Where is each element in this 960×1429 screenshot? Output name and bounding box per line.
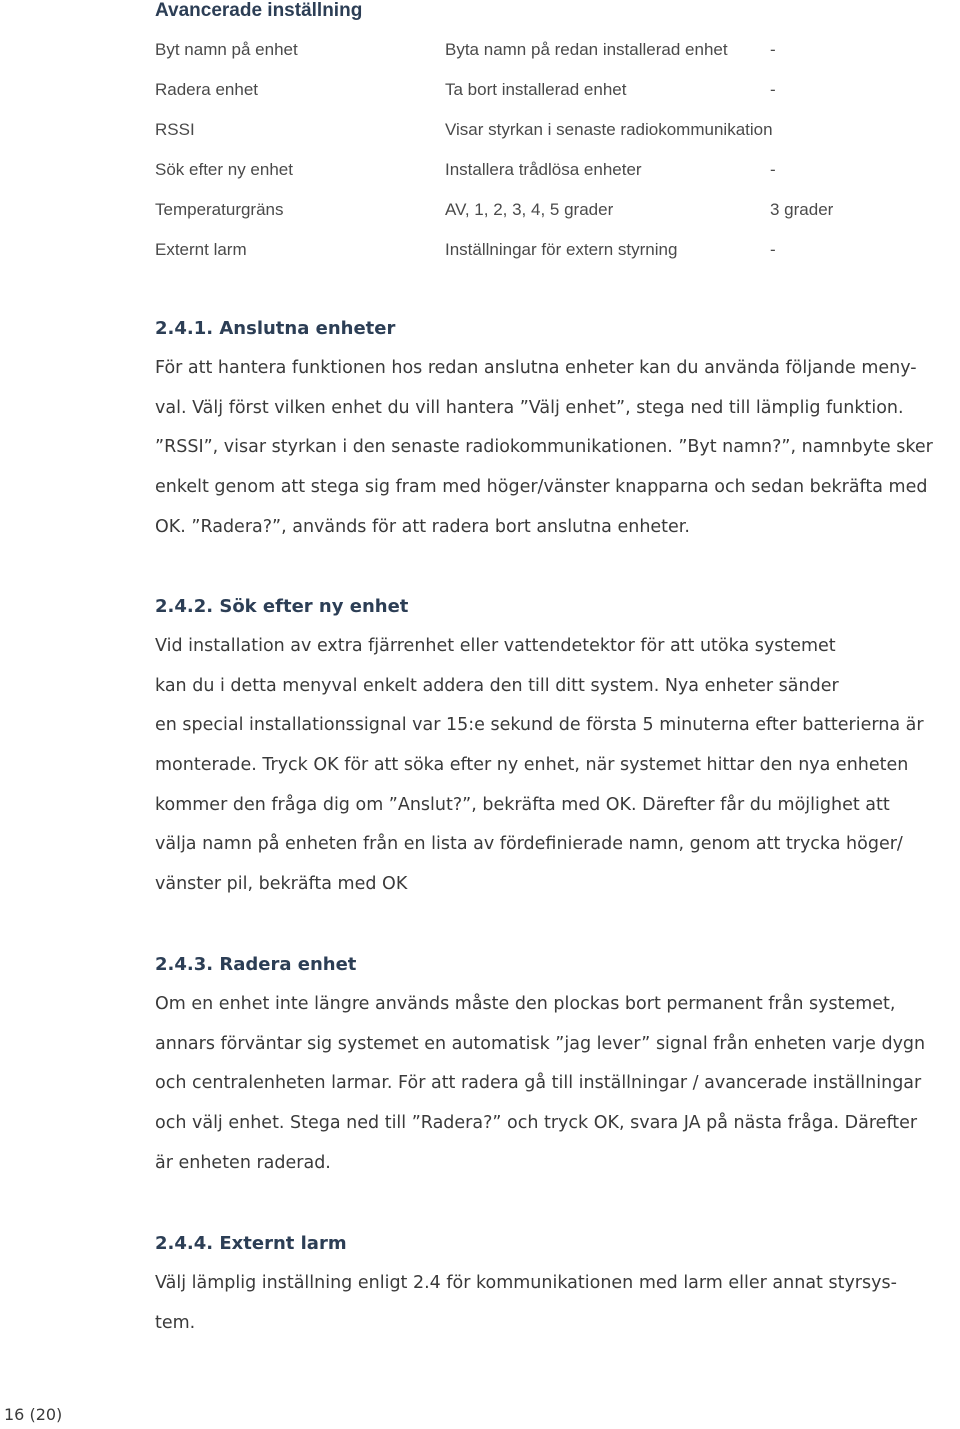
paragraph-line: monterade. Tryck OK för att söka efter ny enhet, när systemet hittar den nya enheten <box>155 755 909 776</box>
paragraph-line: annars förväntar sig systemet en automatisk ”jag lever” signal från enheten varje dygn <box>155 1033 926 1054</box>
section-anslutna-enheter <box>155 309 960 547</box>
section-heading: 2.4.2. Sök efter ny enhet <box>155 596 409 617</box>
setting-description: Ta bort installerad enhet <box>445 80 627 99</box>
page-number: 16 (20) <box>4 1405 63 1424</box>
paragraph-line: val. Välj först vilken enhet du vill hantera ”Välj enhet”, stega ned till lämplig funktion. <box>155 397 904 418</box>
setting-default: 3 grader <box>770 200 834 219</box>
paragraph-line: tem. <box>155 1312 196 1333</box>
table-row <box>155 38 875 78</box>
setting-default: - <box>770 80 776 99</box>
table-row <box>155 198 875 238</box>
paragraph-line: vänster pil, bekräfta med OK <box>155 874 408 895</box>
paragraph-line: ”RSSI”, visar styrkan i den senaste radiokommunikationen. ”Byt namn?”, namnbyte sker <box>155 437 933 458</box>
table-row <box>155 238 875 278</box>
setting-description: Inställningar för extern styrning <box>445 240 678 259</box>
setting-name: Radera enhet <box>155 80 259 99</box>
setting-default: - <box>770 40 776 59</box>
paragraph-line: och centralenheten larmar. För att radera gå till inställningar / avancerade inställningar <box>155 1073 922 1094</box>
paragraph-line: För att hantera funktionen hos redan anslutna enheter kan du använda följande meny- <box>155 358 917 378</box>
section-heading: 2.4.3. Radera enhet <box>155 954 357 975</box>
paragraph-line: kan du i detta menyval enkelt addera den till ditt system. Nya enheter sänder <box>155 675 839 696</box>
setting-default: - <box>770 240 776 259</box>
setting-description: Visar styrkan i senaste radiokommunikation <box>445 120 773 139</box>
table-row <box>155 118 875 158</box>
section-sok-efter-ny-enhet <box>155 587 960 905</box>
setting-default: - <box>770 160 776 179</box>
paragraph-line: kommer den fråga dig om ”Anslut?”, bekräfta med OK. Därefter får du möjlighet att <box>155 794 890 815</box>
paragraph-line: Om en enhet inte längre används måste den plockas bort permanent från systemet, <box>155 994 896 1014</box>
section-radera-enhet <box>155 945 960 1183</box>
setting-name: Sök efter ny enhet <box>155 160 293 179</box>
section-externt-larm <box>155 1224 960 1343</box>
setting-name: RSSI <box>155 120 195 139</box>
paragraph-line: OK. ”Radera?”, används för att radera bort anslutna enheter. <box>155 516 690 537</box>
section-heading: 2.4.1. Anslutna enheter <box>155 318 396 339</box>
setting-description: Byta namn på redan installerad enhet <box>445 40 728 59</box>
paragraph-line: Vid installation av extra fjärrenhet eller vattendetektor för att utöka systemet <box>155 636 836 656</box>
paragraph-line: enkelt genom att stega sig fram med höger/vänster knapparna och sedan bekräfta med <box>155 477 928 498</box>
paragraph-line: en special installationssignal var 15:e sekund de första 5 minuterna efter batterierna är <box>155 715 924 736</box>
paragraph-line: Välj lämplig inställning enligt 2.4 för kommunikationen med larm eller annat styrsys- <box>155 1273 897 1293</box>
page-title: Avancerade inställning <box>155 0 363 21</box>
table-row <box>155 158 875 198</box>
paragraph-line: välja namn på enheten från en lista av fördefinierade namn, genom att trycka höger/ <box>155 834 903 855</box>
paragraph-line: är enheten raderad. <box>155 1152 331 1173</box>
section-heading: 2.4.4. Externt larm <box>155 1233 347 1254</box>
settings-table <box>155 38 875 278</box>
paragraph-line: och välj enhet. Stega ned till ”Radera?” och tryck OK, svara JA på nästa fråga. Därefter <box>155 1113 918 1134</box>
setting-name: Byt namn på enhet <box>155 40 298 59</box>
setting-name: Externt larm <box>155 240 247 259</box>
setting-description: AV, 1, 2, 3, 4, 5 grader <box>445 200 614 219</box>
table-row <box>155 78 875 118</box>
setting-name: Temperaturgräns <box>155 200 284 219</box>
setting-description: Installera trådlösa enheter <box>445 160 642 179</box>
